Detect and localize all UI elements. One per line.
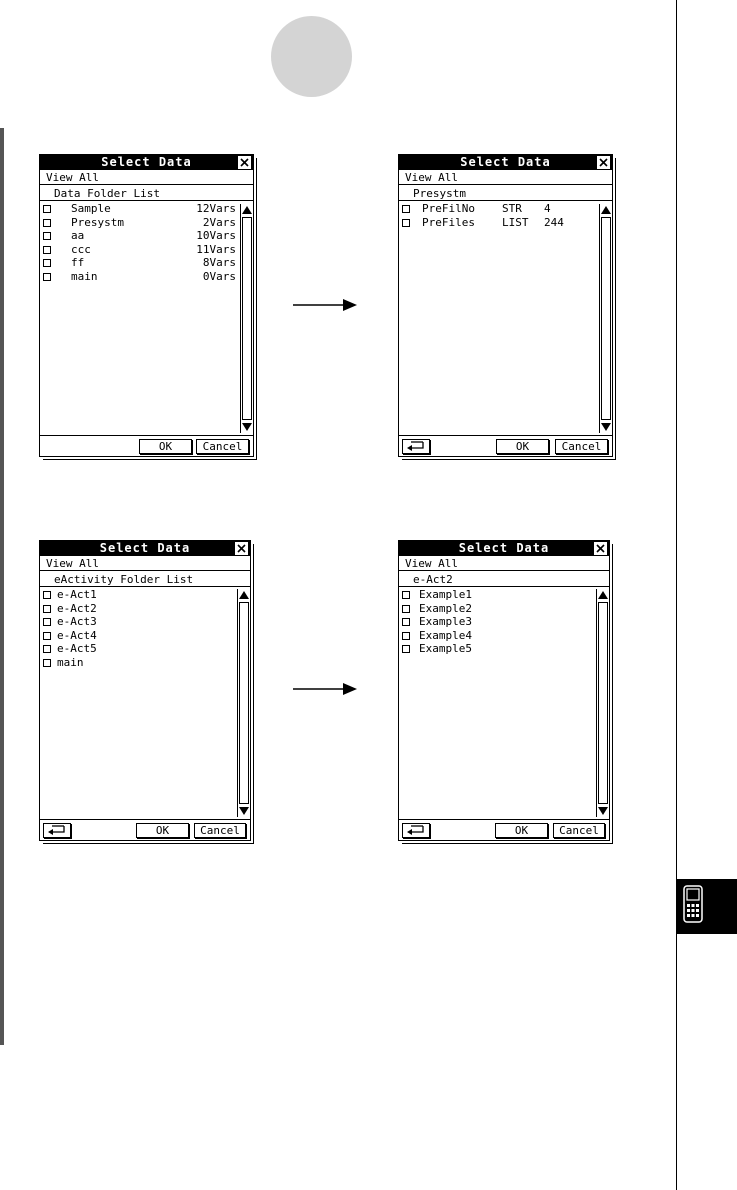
back-button[interactable] — [43, 823, 71, 838]
select-data-window-presystm — [398, 154, 613, 457]
list-item[interactable]: Sample 12Vars — [40, 202, 239, 216]
folder-list-label: Data Folder List — [40, 186, 253, 201]
window-title: Select Data — [40, 541, 250, 556]
back-button[interactable] — [402, 439, 430, 454]
scrollbar[interactable] — [596, 589, 609, 817]
list-item[interactable]: Example4 — [399, 629, 595, 643]
select-data-window-eactivity-folders — [39, 540, 251, 841]
folder-name-label: Presystm — [399, 186, 612, 201]
back-button[interactable] — [402, 823, 430, 838]
list-item[interactable]: ccc 11Vars — [40, 243, 239, 257]
view-menu[interactable]: View All — [399, 556, 609, 571]
list-item[interactable]: ff 8Vars — [40, 256, 239, 270]
checkbox[interactable] — [43, 605, 51, 613]
close-button[interactable] — [597, 156, 610, 169]
button-bar — [40, 819, 250, 840]
list-item[interactable]: Example3 — [399, 615, 595, 629]
close-button[interactable] — [594, 542, 607, 555]
scroll-track[interactable] — [239, 602, 249, 804]
calculator-icon — [683, 885, 703, 923]
scroll-up-icon[interactable] — [241, 204, 253, 216]
scroll-up-icon[interactable] — [238, 589, 250, 601]
list-item[interactable]: main 0Vars — [40, 270, 239, 284]
back-arrow-icon — [45, 824, 69, 835]
folder-list — [40, 202, 239, 284]
list-item[interactable]: Presystm 2Vars — [40, 216, 239, 230]
ok-button[interactable]: OK — [136, 823, 189, 838]
cancel-button[interactable]: Cancel — [553, 823, 605, 838]
button-bar — [40, 435, 253, 456]
button-bar — [399, 819, 609, 840]
checkbox[interactable] — [402, 205, 410, 213]
scroll-track[interactable] — [598, 602, 608, 804]
ok-button[interactable]: OK — [496, 439, 549, 454]
ok-button[interactable]: OK — [495, 823, 548, 838]
scroll-track[interactable] — [601, 217, 611, 420]
checkbox[interactable] — [43, 205, 51, 213]
checkbox[interactable] — [43, 645, 51, 653]
checkbox[interactable] — [402, 219, 410, 227]
scroll-down-icon[interactable] — [600, 421, 612, 433]
checkbox[interactable] — [43, 219, 51, 227]
scrollbar[interactable] — [240, 204, 253, 433]
eactivity-folder-list — [40, 588, 236, 670]
checkbox[interactable] — [43, 273, 51, 281]
chapter-marker-circle — [271, 16, 352, 97]
list-item[interactable]: aa 10Vars — [40, 229, 239, 243]
view-menu[interactable]: View All — [40, 556, 250, 571]
side-tab — [676, 879, 737, 934]
button-bar — [399, 435, 612, 456]
list-item[interactable]: e-Act5 — [40, 642, 236, 656]
view-menu[interactable]: View All — [399, 170, 612, 185]
folder-list-label: eActivity Folder List — [40, 572, 250, 587]
back-arrow-icon — [404, 440, 428, 451]
list-item[interactable]: Example1 — [399, 588, 595, 602]
list-item[interactable]: e-Act1 — [40, 588, 236, 602]
list-item[interactable]: Example5 — [399, 642, 595, 656]
cancel-button[interactable]: Cancel — [196, 439, 249, 454]
scroll-up-icon[interactable] — [597, 589, 609, 601]
window-title: Select Data — [399, 155, 612, 170]
scroll-down-icon[interactable] — [241, 421, 253, 433]
checkbox[interactable] — [402, 632, 410, 640]
checkbox[interactable] — [402, 591, 410, 599]
list-item[interactable]: PreFilNo STR 4 — [399, 202, 598, 216]
close-icon — [239, 157, 250, 168]
folder-name-label: e-Act2 — [399, 572, 609, 587]
checkbox[interactable] — [43, 659, 51, 667]
left-margin-bar — [0, 128, 4, 1045]
cancel-button[interactable]: Cancel — [194, 823, 246, 838]
list-item[interactable]: e-Act3 — [40, 615, 236, 629]
window-title: Select Data — [40, 155, 253, 170]
variable-list — [399, 202, 598, 229]
checkbox[interactable] — [402, 645, 410, 653]
scroll-down-icon[interactable] — [238, 805, 250, 817]
view-menu[interactable]: View All — [40, 170, 253, 185]
checkbox[interactable] — [43, 618, 51, 626]
eactivity-file-list — [399, 588, 595, 656]
checkbox[interactable] — [43, 591, 51, 599]
close-icon — [598, 157, 609, 168]
select-data-window-folders — [39, 154, 254, 457]
checkbox[interactable] — [43, 246, 51, 254]
cancel-button[interactable]: Cancel — [555, 439, 608, 454]
scroll-up-icon[interactable] — [600, 204, 612, 216]
close-button[interactable] — [235, 542, 248, 555]
list-item[interactable]: PreFiles LIST 244 — [399, 216, 598, 230]
scroll-track[interactable] — [242, 217, 252, 420]
list-item[interactable]: e-Act4 — [40, 629, 236, 643]
select-data-window-eact2 — [398, 540, 610, 841]
scroll-down-icon[interactable] — [597, 805, 609, 817]
scrollbar[interactable] — [599, 204, 612, 433]
checkbox[interactable] — [43, 632, 51, 640]
list-item[interactable]: main — [40, 656, 236, 670]
checkbox[interactable] — [43, 232, 51, 240]
close-icon — [236, 543, 247, 554]
close-button[interactable] — [238, 156, 251, 169]
scrollbar[interactable] — [237, 589, 250, 817]
list-item[interactable]: e-Act2 — [40, 602, 236, 616]
checkbox[interactable] — [402, 618, 410, 626]
flow-arrow-2 — [293, 682, 359, 696]
list-item[interactable]: Example2 — [399, 602, 595, 616]
window-title: Select Data — [399, 541, 609, 556]
right-margin-rule — [676, 0, 677, 1190]
checkbox[interactable] — [402, 605, 410, 613]
flow-arrow-1 — [293, 298, 359, 312]
checkbox[interactable] — [43, 259, 51, 267]
close-icon — [595, 543, 606, 554]
ok-button[interactable]: OK — [139, 439, 192, 454]
back-arrow-icon — [404, 824, 428, 835]
